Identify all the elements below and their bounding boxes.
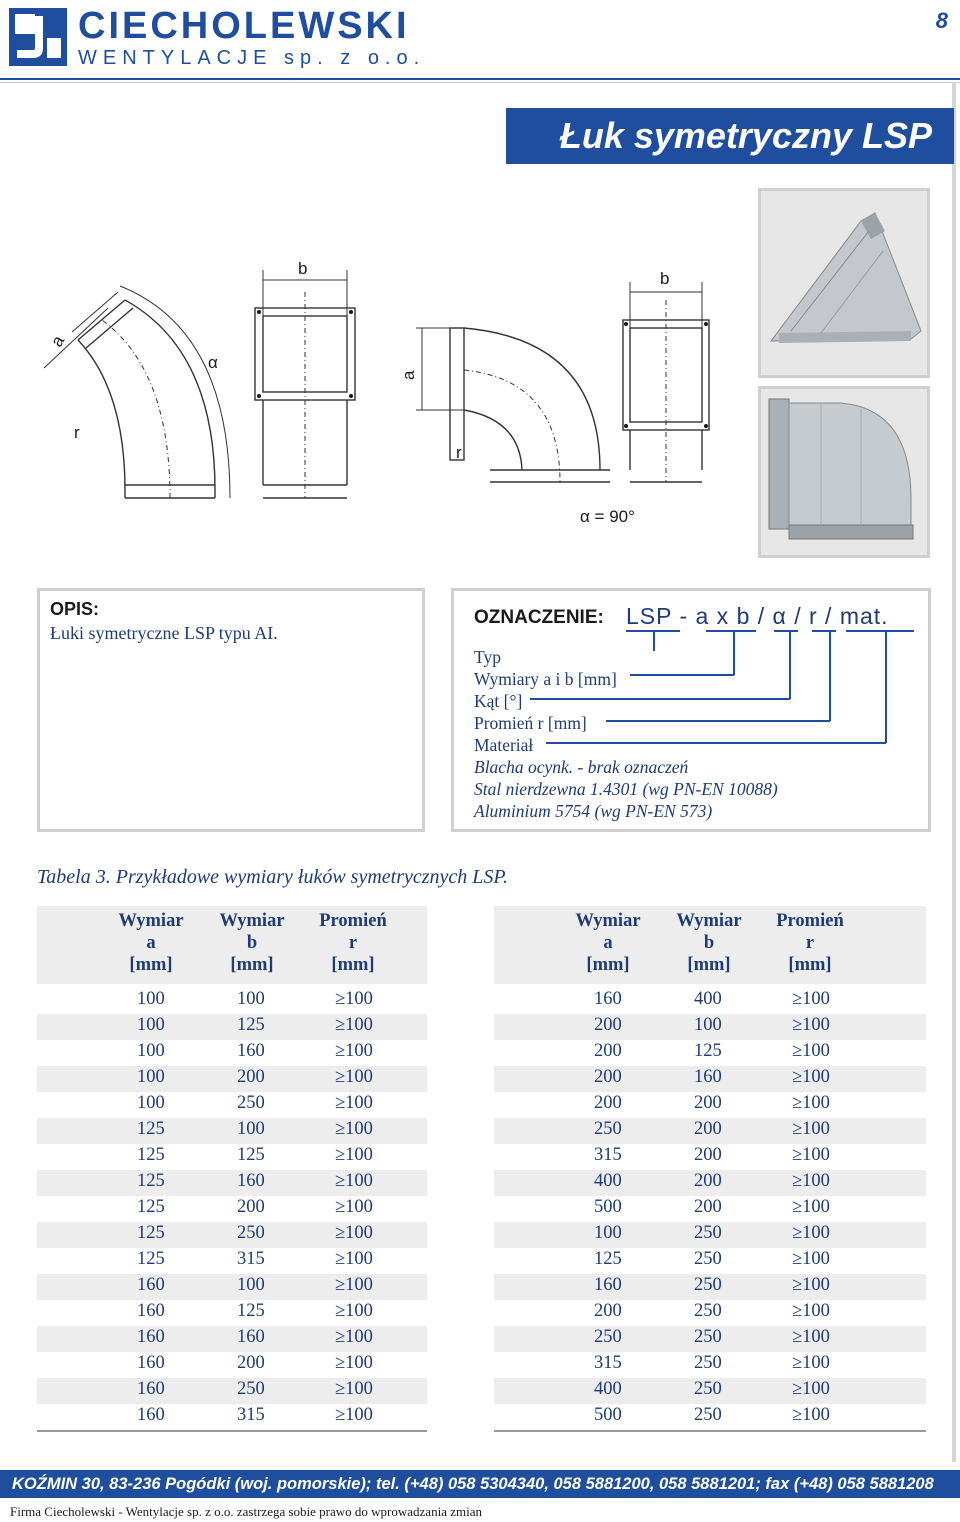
table-row	[494, 1196, 926, 1222]
cell-r: ≥100	[335, 1405, 373, 1425]
designation-line-angle: Kąt [°]	[474, 691, 523, 711]
cell-b: 250	[694, 1353, 722, 1373]
cell-b: 315	[237, 1249, 265, 1269]
cell-b: 160	[694, 1067, 722, 1087]
designation-code: LSP - a x b / α / r / mat.	[626, 603, 889, 629]
table-row	[494, 1066, 926, 1092]
header-divider-secondary	[0, 82, 960, 83]
dim-r-label: r	[74, 423, 80, 442]
cell-r: ≥100	[792, 1301, 830, 1321]
table-row	[37, 1274, 427, 1300]
table-row	[494, 1170, 926, 1196]
cell-b: 250	[237, 1379, 265, 1399]
cell-r: ≥100	[792, 1015, 830, 1035]
technical-drawing	[30, 200, 730, 540]
cell-a: 250	[594, 1327, 622, 1347]
table-header	[494, 906, 926, 984]
cell-b: 200	[694, 1171, 722, 1191]
header-col-r: Promień r [mm]	[776, 911, 844, 975]
table-body	[37, 988, 427, 1430]
table-row	[37, 1248, 427, 1274]
cell-r: ≥100	[335, 1197, 373, 1217]
cell-r: ≥100	[335, 1353, 373, 1373]
dim-b-label-2: b	[660, 269, 670, 288]
cell-a: 160	[137, 1327, 165, 1347]
product-photo-2	[758, 386, 930, 558]
cell-b: 250	[237, 1093, 265, 1113]
cell-r: ≥100	[335, 1379, 373, 1399]
cell-b: 250	[694, 1275, 722, 1295]
cell-a: 200	[594, 1301, 622, 1321]
table-row	[37, 1352, 427, 1378]
header-col-r: Promień r [mm]	[319, 911, 387, 975]
cell-a: 100	[137, 1067, 165, 1087]
cell-a: 400	[594, 1379, 622, 1399]
table-bottom-rule	[37, 1430, 427, 1432]
cell-r: ≥100	[335, 989, 373, 1009]
cell-b: 200	[694, 1119, 722, 1139]
material-stainless: Stal nierdzewna 1.4301 (wg PN-EN 10088)	[474, 779, 778, 799]
header-col-b: Wymiar b [mm]	[219, 911, 285, 975]
cell-b: 125	[237, 1015, 265, 1035]
table-row	[494, 1014, 926, 1040]
designation-line-type: Typ	[474, 647, 501, 667]
cell-b: 250	[237, 1223, 265, 1243]
cell-b: 200	[694, 1197, 722, 1217]
cell-b: 160	[237, 1041, 265, 1061]
cell-r: ≥100	[792, 989, 830, 1009]
cell-a: 500	[594, 1197, 622, 1217]
table-row	[494, 1300, 926, 1326]
cell-b: 200	[237, 1197, 265, 1217]
cell-a: 200	[594, 1041, 622, 1061]
company-name: CIECHOLEWSKI	[78, 5, 410, 47]
table-row	[37, 1170, 427, 1196]
footer-address: KOŹMIN 30, 83-236 Pogódki (woj. pomorskie); tel. (+48) 058 5304340, 058 5881200, 058 5881201; fax (+48) 058 5881208	[0, 1470, 960, 1498]
table-row	[37, 1040, 427, 1066]
cell-b: 250	[694, 1379, 722, 1399]
cell-a: 125	[137, 1197, 165, 1217]
material-aluminium: Aluminium 5754 (wg PN-EN 573)	[474, 801, 713, 821]
header-divider	[0, 78, 960, 80]
cell-b: 315	[237, 1405, 265, 1425]
cell-r: ≥100	[792, 1145, 830, 1165]
cell-b: 100	[237, 1119, 265, 1139]
cell-r: ≥100	[335, 1275, 373, 1295]
table-body	[494, 988, 926, 1430]
footer-note: Firma Ciecholewski - Wentylacje sp. z o.o. zastrzega sobie prawo do wprowadzania zmian	[10, 1504, 482, 1519]
dim-a-label: a	[47, 332, 69, 350]
table-row	[37, 1066, 427, 1092]
table-row	[37, 1404, 427, 1430]
cell-a: 125	[137, 1145, 165, 1165]
table-row	[494, 1040, 926, 1066]
designation-title: OZNACZENIE:	[474, 607, 604, 628]
cell-r: ≥100	[792, 1275, 830, 1295]
cell-r: ≥100	[792, 1405, 830, 1425]
cell-a: 315	[594, 1145, 622, 1165]
table-row	[494, 1222, 926, 1248]
cell-r: ≥100	[792, 1067, 830, 1087]
material-galvanized: Blacha ocynk. - brak oznaczeń	[474, 757, 689, 777]
cell-a: 125	[137, 1249, 165, 1269]
table-bottom-rule	[494, 1430, 926, 1432]
cell-r: ≥100	[335, 1171, 373, 1191]
cell-a: 160	[137, 1275, 165, 1295]
table-row	[494, 1274, 926, 1300]
table-row	[494, 1144, 926, 1170]
cell-r: ≥100	[792, 1041, 830, 1061]
cell-b: 100	[694, 1015, 722, 1035]
cell-a: 125	[137, 1223, 165, 1243]
cell-a: 160	[137, 1405, 165, 1425]
company-subtitle: WENTYLACJE sp. z o.o.	[78, 47, 426, 69]
cell-r: ≥100	[792, 1197, 830, 1217]
cell-b: 160	[237, 1171, 265, 1191]
cell-b: 160	[237, 1327, 265, 1347]
cell-b: 250	[694, 1223, 722, 1243]
cell-a: 200	[594, 1093, 622, 1113]
cell-r: ≥100	[335, 1327, 373, 1347]
cell-b: 200	[237, 1067, 265, 1087]
cell-a: 400	[594, 1171, 622, 1191]
cell-r: ≥100	[335, 1067, 373, 1087]
dim-r-label-2: r	[456, 443, 462, 462]
cell-r: ≥100	[335, 1145, 373, 1165]
cell-b: 250	[694, 1301, 722, 1321]
table-row	[37, 1144, 427, 1170]
table-row	[494, 1248, 926, 1274]
cell-r: ≥100	[792, 1223, 830, 1243]
cell-r: ≥100	[792, 1249, 830, 1269]
cell-b: 100	[237, 989, 265, 1009]
header-col-b: Wymiar b [mm]	[676, 911, 742, 975]
cell-a: 100	[137, 1015, 165, 1035]
designation-line-radius: Promień r [mm]	[474, 713, 587, 733]
cell-a: 160	[594, 1275, 622, 1295]
table-row	[494, 1326, 926, 1352]
description-text: Łuki symetryczne LSP typu AI.	[50, 623, 278, 643]
cell-r: ≥100	[335, 1093, 373, 1113]
table-row	[494, 1404, 926, 1430]
angle-note: α = 90°	[580, 507, 635, 526]
dim-b-label: b	[298, 259, 308, 278]
header-col-a: Wymiar a [mm]	[118, 911, 184, 975]
cell-a: 100	[137, 1041, 165, 1061]
cell-b: 125	[694, 1041, 722, 1061]
cell-a: 160	[137, 1353, 165, 1373]
angle-alpha-label: α	[208, 353, 218, 372]
cell-a: 125	[594, 1249, 622, 1269]
cell-b: 125	[237, 1145, 265, 1165]
table-row	[37, 1118, 427, 1144]
table-row	[37, 1014, 427, 1040]
description-panel	[37, 588, 425, 832]
cell-a: 100	[137, 1093, 165, 1113]
cell-a: 500	[594, 1405, 622, 1425]
table-row	[37, 1300, 427, 1326]
page-number: 8	[935, 8, 948, 33]
cell-r: ≥100	[335, 1041, 373, 1061]
table-row	[37, 1092, 427, 1118]
table-row	[37, 1222, 427, 1248]
table-row	[37, 1196, 427, 1222]
designation-line-dimensions: Wymiary a i b [mm]	[474, 669, 617, 689]
cell-b: 125	[237, 1301, 265, 1321]
cell-r: ≥100	[335, 1119, 373, 1139]
cell-b: 250	[694, 1249, 722, 1269]
right-margin-rule	[952, 82, 956, 1462]
cell-a: 200	[594, 1067, 622, 1087]
designation-line-material: Materiał	[474, 735, 534, 755]
cell-a: 160	[594, 989, 622, 1009]
header-col-a: Wymiar a [mm]	[575, 911, 641, 975]
cell-r: ≥100	[335, 1015, 373, 1035]
table-row	[37, 1378, 427, 1404]
cell-a: 315	[594, 1353, 622, 1373]
cell-r: ≥100	[792, 1379, 830, 1399]
table-row	[494, 1118, 926, 1144]
cell-b: 100	[237, 1275, 265, 1295]
description-title: OPIS:	[50, 599, 100, 619]
cell-r: ≥100	[792, 1171, 830, 1191]
cell-b: 200	[694, 1145, 722, 1165]
cell-r: ≥100	[792, 1327, 830, 1347]
cell-r: ≥100	[335, 1301, 373, 1321]
cell-r: ≥100	[792, 1353, 830, 1373]
table-row	[494, 1092, 926, 1118]
table-caption: Tabela 3. Przykładowe wymiary łuków symetrycznych LSP.	[37, 866, 509, 888]
table-row	[37, 1326, 427, 1352]
cell-b: 400	[694, 989, 722, 1009]
cell-a: 160	[137, 1379, 165, 1399]
dimensions-table-right	[494, 906, 926, 1432]
table-header	[37, 906, 427, 984]
table-row	[494, 1378, 926, 1404]
page-title: Łuk symetryczny LSP	[506, 108, 954, 164]
cell-r: ≥100	[792, 1119, 830, 1139]
cell-a: 250	[594, 1119, 622, 1139]
cell-b: 250	[694, 1327, 722, 1347]
cell-a: 125	[137, 1119, 165, 1139]
cell-a: 100	[137, 989, 165, 1009]
dim-a-label-2: a	[399, 370, 418, 380]
table-row	[494, 1352, 926, 1378]
dimensions-table-left	[37, 906, 427, 1432]
cell-a: 100	[594, 1223, 622, 1243]
designation-panel	[451, 588, 931, 832]
cell-r: ≥100	[335, 1249, 373, 1269]
table-row	[37, 988, 427, 1014]
table-row	[494, 988, 926, 1014]
cell-b: 200	[237, 1353, 265, 1373]
company-logo-icon	[9, 8, 67, 66]
cell-r: ≥100	[792, 1093, 830, 1113]
cell-a: 200	[594, 1015, 622, 1035]
cell-a: 160	[137, 1301, 165, 1321]
cell-b: 200	[694, 1093, 722, 1113]
product-photo-1	[758, 188, 930, 378]
cell-b: 250	[694, 1405, 722, 1425]
cell-r: ≥100	[335, 1223, 373, 1243]
cell-a: 125	[137, 1171, 165, 1191]
